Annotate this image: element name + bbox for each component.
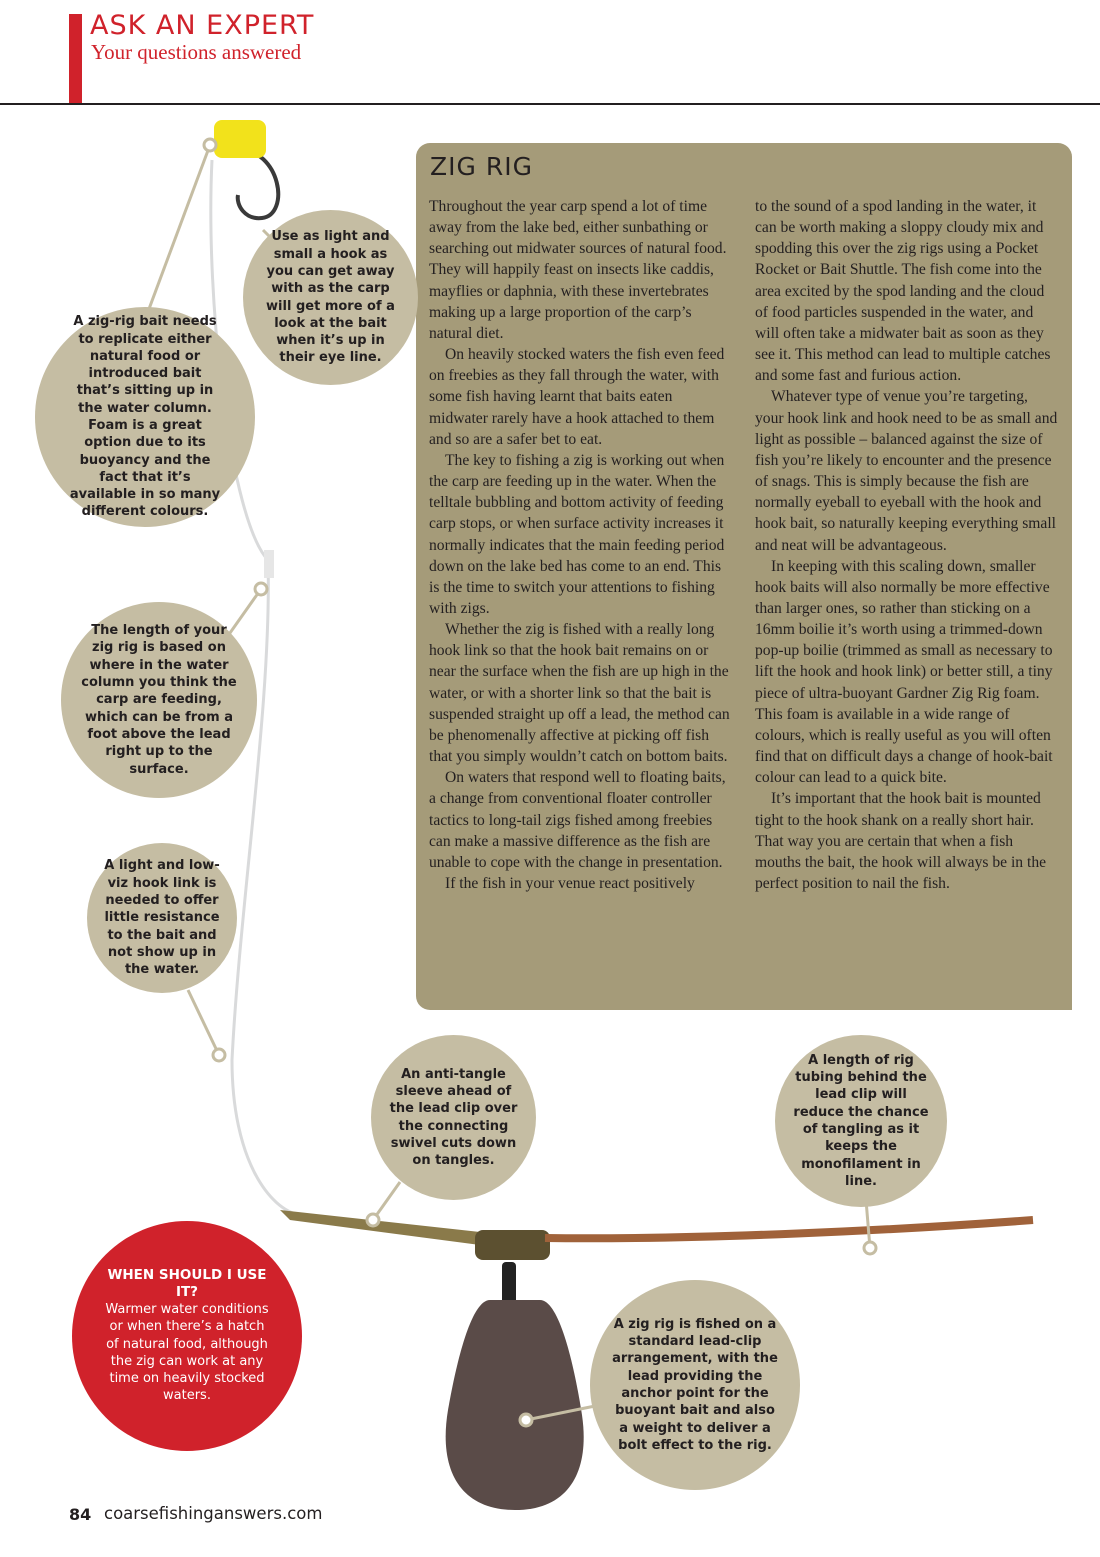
article-column-left bbox=[429, 196, 734, 894]
site-url: coarsefishinganswers.com bbox=[104, 1504, 323, 1523]
page-number: 84 bbox=[69, 1505, 92, 1524]
lead-clip-icon bbox=[475, 1230, 550, 1260]
paragraph: In keeping with this scaling down, smaller hook baits will also normally be more effective than larger ones, so rather than sticking on a 16mm boilie it’s worth using a trimmed-down pop-up boilie (trimmed as small as necessary to lift the hook and hook link) or better still, a tiny piece of ultra-buoyant Gardner Zig Rig foam. This foam is available in a wide range of colours, which is really useful as you will often find that on difficult days a change of hook-bait colour can lead to a quick bite. bbox=[755, 557, 1053, 787]
paragraph: Whether the zig is fished with a really long hook link so that the hook bait remains on or near the surface when the fish are up high in the water, or with a shorter link so that the bait is suspended straight up off a lead, the method can be phenomenally affective at picking off fish that you simply wouldn’t catch on bottom baits. bbox=[429, 621, 730, 766]
article-column-right bbox=[755, 196, 1060, 894]
paragraph: On waters that respond well to floating baits, a change from conventional floater controller tactics to long-tail zigs fished among freebies can make a massive difference as the fish are unable to cope with the change in presentation. bbox=[429, 769, 726, 871]
rig-tubing-icon bbox=[545, 1220, 1033, 1238]
callout-rig-tubing-text: A length of rig tubing behind the lead clip will reduce the chance of tangling as it keeps the monofilament in line. bbox=[793, 1052, 929, 1189]
lead-weight-icon bbox=[446, 1300, 584, 1510]
paragraph: Throughout the year carp spend a lot of time away from the lake bed, either sunbathing or searching out midwater sources of natural food. They will happily feast on insects like caddis, mayflies or daphnia, with these invertebrates making up a large proportion of the carp’s natural diet. bbox=[429, 198, 727, 342]
callout-rig-tubing bbox=[775, 1035, 947, 1207]
foam-bait-icon bbox=[214, 120, 266, 158]
paragraph: Whatever type of venue you’re targeting, your hook link and hook need to be as small and light as possible – balanced against the size of fish you’re likely to encounter and the presence of snags. This is simply because the fish are normally eyeball to eyeball with the hook and hook bait, so naturally keeping everything small and neat will be advantageous. bbox=[755, 388, 1058, 554]
callout-lead-clip-text: A zig rig is fished on a standard lead-clip arrangement, with the lead providing the anchor point for the buoyant bait and also a weight to deliver a bolt effect to the rig. bbox=[612, 1316, 778, 1453]
when-to-use-body: Warmer water conditions or when there’s a hatch of natural food, although the zig can work at any time on heavily stocked waters. bbox=[105, 1302, 269, 1404]
callout-length bbox=[61, 602, 257, 798]
callout-hook bbox=[243, 210, 418, 385]
callout-lead-clip bbox=[590, 1280, 800, 1490]
stop-bead-icon bbox=[264, 550, 274, 578]
callout-length-text: The length of your zig rig is based on where in the water column you think the carp are feeding, which can be from a foot above the lead right up to the surface. bbox=[81, 623, 237, 777]
callout-anti-tangle-sleeve bbox=[371, 1035, 536, 1200]
callout-bait-text: A zig-rig bait needs to replicate either natural food or introduced bait that’s sitting up in the water column. Foam is a great option due to its buoyancy and the fact that it’s available in so many different colours. bbox=[69, 314, 221, 520]
callout-hook-text: Use as light and small a hook as you can get away with as the carp will get more of a look at the bait when it’s up in their eye line. bbox=[266, 229, 395, 366]
paragraph: On heavily stocked waters the fish even feed on freebies as they fall through the water, with some fish having learnt that baits eaten midwater rarely have a hook attached to them and so are a safer bet to eat. bbox=[429, 346, 725, 448]
callout-anti-tangle-sleeve-text: An anti-tangle sleeve ahead of the lead clip over the connecting swivel cuts down on tangles. bbox=[389, 1066, 518, 1169]
hook-icon bbox=[236, 148, 278, 218]
callout-hook-link bbox=[87, 843, 237, 993]
paragraph: It’s important that the hook bait is mounted tight to the hook shank on a really short hair. That way you are certain that when a fish mouths the bait, the hook will always be in the perfect position to nail the fish. bbox=[755, 790, 1047, 892]
anti-tangle-sleeve-icon bbox=[280, 1210, 480, 1245]
when-to-use-badge bbox=[72, 1221, 302, 1451]
callout-bait bbox=[35, 307, 255, 527]
section-title: ASK AN EXPERT bbox=[90, 10, 315, 41]
paragraph: The key to fishing a zig is working out when the carp are feeding up in the water. When the telltale bubbling and bottom activity of feeding carp stops, or when surface activity increases it normally indicates that the main feeding period down on the lake bed has come to an end. This is the time to switch your attentions to fishing with zigs. bbox=[429, 451, 725, 617]
paragraph: to the sound of a spod landing in the water, it can be worth making a sloppy cloudy mix and spodding this over the zig rigs using a Pocket Rocket or Bait Shuttle. The fish come into the area excited by the spod landing and the cloud of food particles suspended in the water, and will often take a midwater bait as soon as they see it. This method can lead to multiple catches and some fast and furious action. bbox=[755, 198, 1051, 385]
when-to-use-title: WHEN SHOULD I USE IT? bbox=[107, 1267, 267, 1300]
article-title: ZIG RIG bbox=[430, 152, 533, 181]
section-subtitle: Your questions answered bbox=[91, 40, 302, 64]
callout-hook-link-text: A light and low-viz hook link is needed to offer little resistance to the bait and not show up in the water. bbox=[104, 858, 220, 978]
paragraph: If the fish in your venue react positively bbox=[445, 875, 695, 892]
